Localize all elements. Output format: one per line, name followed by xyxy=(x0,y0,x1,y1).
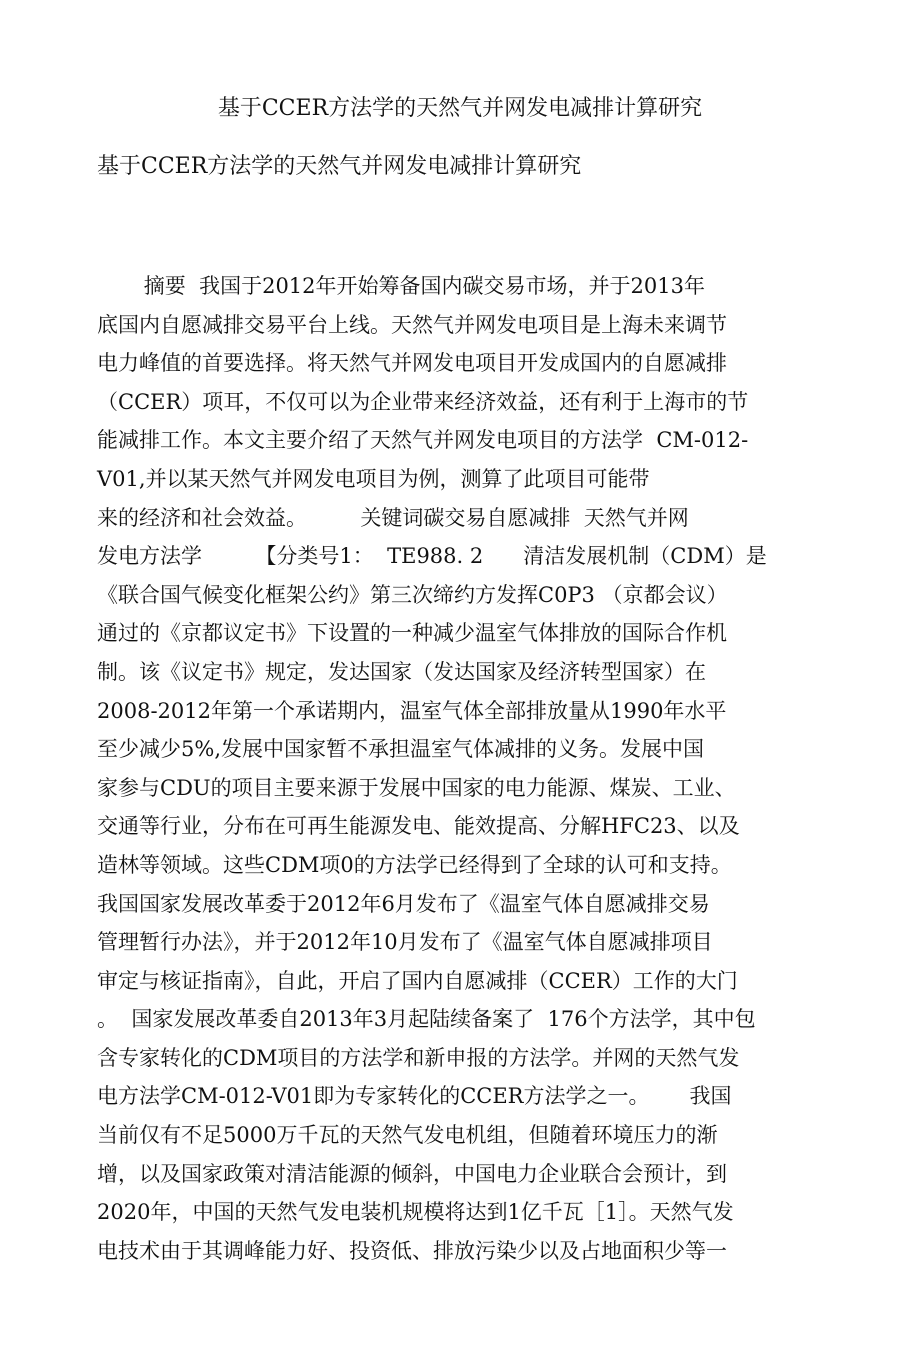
text-line: 《联合国气候变化框架公约》第三次缔约方发挥C0P3 （京都会议） xyxy=(97,582,728,607)
text-line: 管理暂行办法》，并于2012年10月发布了《温室气体自愿减排项目 xyxy=(97,930,713,955)
text-line: 。 国家发展改革委自2013年3月起陆续备案了 176个方法学，其中包 xyxy=(97,1007,756,1032)
text-line: 电力峰值的首要选择。将天然气并网发电项目开发成国内的自愿减排 xyxy=(97,351,727,376)
text-line: 电技术由于其调峰能力好、投资低、排放污染少以及占地面积少等一 xyxy=(97,1238,727,1263)
text-line: 来的经济和社会效益。 关键词碳交易自愿减排 天然气并网 xyxy=(97,505,689,530)
text-line: 当前仅有不足5000万千瓦的天然气发电机组，但随着环境压力的渐 xyxy=(97,1123,718,1148)
text-line: 增，以及国家政策对清洁能源的倾斜，中国电力企业联合会预计，到 xyxy=(97,1161,727,1186)
text-line: 通过的《京都议定书》下设置的一种减少温室气体排放的国际合作机 xyxy=(97,621,727,646)
document-subtitle: 基于CCER方法学的天然气并网发电减排计算研究 xyxy=(97,154,582,179)
text-line: （CCER）项耳，不仅可以为企业带来经济效益，还有利于上海市的节 xyxy=(97,389,749,414)
text-line: 家参与CDU的项目主要来源于发展中国家的电力能源、煤炭、工业、 xyxy=(97,775,736,800)
text-line: 2008-2012年第一个承诺期内，温室气体全部排放量从1990年水平 xyxy=(97,698,727,723)
text-line: 我国国家发展改革委于2012年6月发布了《温室气体自愿减排交易 xyxy=(97,891,710,916)
text-line: 造林等领域。这些CDM项0的方法学已经得到了全球的认可和支持。 xyxy=(97,852,732,877)
text-line: 能减排工作。本文主要介绍了天然气并网发电项目的方法学 CM-012- xyxy=(97,428,749,453)
text-line: 至少减少5%,发展中国家暂不承担温室气体减排的义务。发展中国 xyxy=(97,737,704,762)
text-line: V01,并以某天然气并网发电项目为例，测算了此项目可能带 xyxy=(97,466,650,491)
text-line: 电方法学CM-012-V01即为专家转化的CCER方法学之一。 我国 xyxy=(97,1084,732,1109)
text-line: 摘要 我国于2012年开始筹备国内碳交易市场，并于2013年 xyxy=(97,274,705,298)
text-line: 底国内自愿减排交易平台上线。天然气并网发电项目是上海未来调节 xyxy=(97,312,727,337)
document-title: 基于CCER方法学的天然气并网发电减排计算研究 xyxy=(217,96,703,121)
text-line: 审定与核证指南》，自此，开启了国内自愿减排（CCER）工作的大门 xyxy=(97,968,738,993)
text-line: 交通等行业，分布在可再生能源发电、能效提高、分解HFC23、以及 xyxy=(97,814,740,839)
text-line: 含专家转化的CDM项目的方法学和新申报的方法学。并网的天然气发 xyxy=(97,1045,740,1070)
text-line: 制。该《议定书》规定，发达国家（发达国家及经济转型国家）在 xyxy=(97,659,706,684)
document-body xyxy=(97,267,837,1270)
text-line: 2020年，中国的天然气发电装机规模将达到1亿千瓦［1］。天然气发 xyxy=(97,1200,734,1225)
text-line: 发电方法学 【分类号1： TE988. 2 清洁发展机制（CDM）是 xyxy=(97,544,767,569)
